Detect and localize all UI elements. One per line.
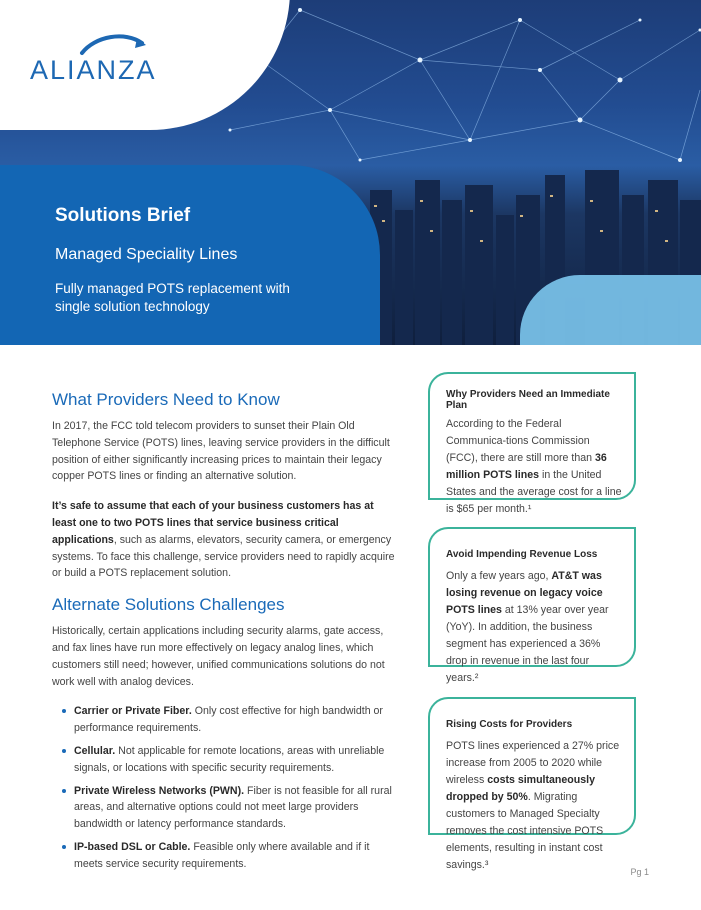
card-title: Rising Costs for Providers: [446, 719, 573, 730]
paragraph: [52, 498, 397, 582]
card-body: [446, 568, 622, 687]
text: . Migrating customers to Managed Specialty removes the cost intensive POTS elements, resulting in instant cost savings.³: [446, 791, 604, 871]
list-item: [62, 703, 397, 737]
text: According to the Federal Communica-tions Commission (FCC), there are still more than: [446, 418, 595, 464]
text: POTS lines experienced a 27% price increase from 2005 to 2020 while wireless: [446, 740, 620, 786]
bullet-label: Private Wireless Networks (PWN).: [74, 784, 245, 797]
list-item: [62, 783, 397, 833]
bold-text: It’s safe to assume that each of your business customers has at least one to two POTS lines that service business critical applications: [52, 500, 374, 546]
bullet-label: Carrier or Private Fiber.: [74, 705, 192, 718]
bullet-list: [62, 703, 397, 872]
paragraph: Historically, certain applications including security alarms, gate access, and fax lines have run more effectively on legacy analog lines, which customers still need; however, unified communications solutions do not work well with analog devices.: [52, 625, 385, 688]
page-description: Fully managed POTS replacement with single solution technology: [55, 281, 290, 314]
card-title: Avoid Impending Revenue Loss: [446, 549, 598, 560]
callout-card-revenue-loss: [428, 527, 636, 684]
paragraph: In 2017, the FCC told telecom providers to sunset their Plain Old Telephone Service (POTS) lines, leaving service providers in the difficult position of either significantly increasing prices to maintain their legacy copper POTS lines or finding an alternative solution.: [52, 420, 390, 483]
section-heading-providers: What Providers Need to Know: [52, 390, 280, 409]
callout-card-rising-costs: [428, 697, 636, 871]
text: Only a few years ago,: [446, 570, 552, 582]
list-item: [62, 743, 397, 777]
bullet-text: Only cost effective for high bandwidth or performance requirements.: [74, 705, 383, 735]
page-title: Solutions Brief: [55, 205, 191, 226]
hero-banner: [0, 0, 701, 345]
text: in the United States and the average cost for a line is $65 per month.¹: [446, 469, 622, 515]
bold-text: 36 million POTS lines: [446, 452, 607, 481]
text: at 13% year over year (YoY). In addition, the business segment has experienced a 36% drop in revenue in the last four years.²: [446, 604, 609, 684]
bullet-text: Feasible only where available and if it meets service security requirements.: [74, 840, 370, 870]
bold-text: costs simultaneously dropped by 50%: [446, 774, 595, 803]
page-subtitle: Managed Speciality Lines: [55, 246, 238, 263]
bullet-text: Not applicable for remote locations, areas with unreliable signals, or locations with specific security requirements.: [74, 744, 385, 774]
alianza-logo: ALIANZA: [30, 55, 157, 85]
section-heading-challenges: Alternate Solutions Challenges: [52, 595, 285, 615]
callout-card-immediate-plan: [428, 372, 636, 515]
page-number: Pg 1: [630, 867, 649, 877]
bullet-label: IP-based DSL or Cable.: [74, 840, 191, 853]
list-item: [62, 839, 397, 873]
bullet-text: Fiber is not feasible for all rural areas, and alternative options could not meet large providers bandwidth or latency performance standards.: [74, 784, 392, 831]
card-body: [446, 738, 622, 874]
decorative-blob: [520, 275, 701, 345]
text: , such as alarms, elevators, security camera, or emergency systems. To face this challenge, service providers need to rapidly acquire or build a POTS replacement solution.: [52, 533, 395, 580]
bullet-label: Cellular.: [74, 744, 116, 757]
bold-text: AT&T was losing revenue on legacy voice POTS lines: [446, 570, 603, 616]
main-column: [52, 390, 397, 879]
card-body: [446, 416, 622, 518]
card-title: Why Providers Need an Immediate Plan: [446, 389, 610, 411]
